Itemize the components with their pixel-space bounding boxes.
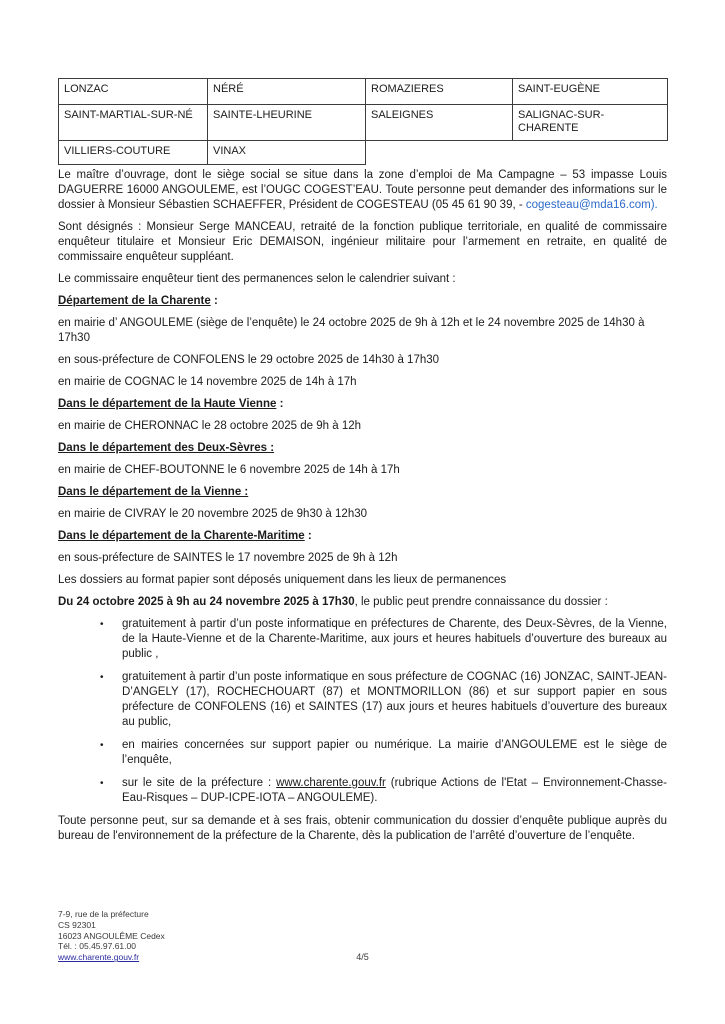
bullet-text: en mairies concernées sur support papier ou numérique. La mairie d’ANGOULEME est le siège de l’enquête,	[122, 739, 667, 766]
list-item	[58, 617, 667, 662]
access-paragraph	[58, 595, 667, 610]
permanence-line: en sous-préfecture de CONFOLENS le 29 octobre 2025 de 14h30 à 17h30	[58, 354, 440, 366]
commune-cell: SAINTE-LHEURINE	[208, 105, 366, 141]
permanence-line: en sous-préfecture de SAINTES le 17 novembre 2025 de 9h à 12h	[58, 552, 398, 564]
heading-suffix: :	[304, 530, 312, 542]
permanence-line: en mairie de COGNAC le 14 novembre 2025 de 14h à 17h	[58, 376, 357, 388]
section-heading-charente	[58, 294, 667, 309]
heading-text: Dans le département de la Haute Vienne	[58, 398, 277, 410]
footer-address-line: 16023 ANGOULÊME Cedex	[58, 930, 165, 941]
commune-cell: NÉRÉ	[208, 79, 366, 105]
document-content	[58, 78, 667, 851]
commune-cell: VINAX	[208, 141, 366, 165]
footer-address-line: CS 92301	[58, 919, 96, 930]
heading-text: Dans le département de la Charente-Maritime	[58, 530, 305, 542]
bullet-text: (rubrique Actions de l'Etat – Environnement-Chasse-Eau-Risques – DUP-ICPE-IOTA – ANGOULEME).	[122, 777, 667, 804]
bullet-icon: •	[100, 619, 104, 630]
section-heading-haute-vienne	[58, 397, 667, 412]
permanence-line: en mairie de CHEF-BOUTONNE le 6 novembre 2025 de 14h à 17h	[58, 464, 400, 476]
page-number: 4/5	[356, 952, 369, 962]
heading-suffix: :	[210, 295, 218, 307]
permanence-line: en mairie d’ ANGOULEME (siège de l’enquête) le 24 octobre 2025 de 9h à 12h et le 24 novembre 2025 de 14h30 à 17h30	[58, 317, 645, 344]
permanence-line: en mairie de CIVRAY le 20 novembre 2025 de 9h30 à 12h30	[58, 508, 368, 520]
commune-cell: SALEIGNES	[366, 105, 513, 141]
commune-cell: ROMAZIERES	[366, 79, 513, 105]
email-link[interactable]: cogesteau@mda16.com).	[525, 199, 658, 211]
table-row	[59, 141, 668, 165]
empty-cell	[513, 141, 668, 165]
table-row	[59, 105, 668, 141]
bullet-icon: •	[100, 778, 104, 789]
section-heading-vienne	[58, 485, 667, 500]
commune-cell: SALIGNAC-SUR-CHARENTE	[513, 105, 668, 141]
table-row	[59, 79, 668, 105]
calendar-intro-paragraph: Le commissaire enquêteur tient des permanences selon le calendrier suivant :	[58, 273, 456, 285]
access-dates: Du 24 octobre 2025 à 9h au 24 novembre 2025 à 17h30	[58, 596, 355, 608]
commune-cell: VILLIERS-COUTURE	[59, 141, 208, 165]
commune-cell: SAINT-EUGÈNE	[513, 79, 668, 105]
section-heading-deux-sevres	[58, 441, 667, 456]
communes-table	[58, 78, 668, 165]
heading-suffix: :	[276, 398, 284, 410]
bullet-text: gratuitement à partir d’un poste informatique en sous préfecture de COGNAC (16) JONZAC, SAINT-JEAN-D’ANGELY (17), ROCHECHOUART (87) et MONTMORILLON (86) et sur support papier en sous préfecture de CONFOLENS (16) et SAINTES (17) aux jours et heures habituels d’ouverture des bureaux au public,	[122, 671, 667, 728]
heading-text: Département de la Charente	[58, 295, 211, 307]
bullet-icon: •	[100, 672, 104, 683]
list-item	[58, 776, 667, 806]
intro-paragraph	[58, 168, 667, 213]
prefecture-site-link[interactable]: www.charente.gouv.fr	[276, 777, 386, 789]
list-item	[58, 670, 667, 730]
commune-cell: LONZAC	[59, 79, 208, 105]
footer-website-link[interactable]: www.charente.gouv.fr	[58, 952, 140, 963]
footer-address-line: 7-9, rue de la préfecture	[58, 909, 149, 919]
commune-cell: SAINT-MARTIAL-SUR-NÉ	[59, 105, 208, 141]
bullet-icon: •	[100, 740, 104, 751]
notice-paragraph: Les dossiers au format papier sont déposés uniquement dans les lieux de permanences	[58, 574, 507, 586]
access-rest: , le public peut prendre connaissance du dossier :	[354, 596, 608, 608]
empty-cell	[366, 141, 513, 165]
bullet-text: gratuitement à partir d’un poste informatique en préfectures de Charente, des Deux-Sèvres, de la Vienne, de la Haute-Vienne et de la Charente-Maritime, aux jours et heures habituels d’ouverture des bureaux au public ,	[122, 618, 667, 660]
section-heading-charente-maritime	[58, 529, 667, 544]
intro-text: Le maître d’ouvrage, dont le siège social se situe dans la zone d’emploi de Ma Campagne – 53 impasse Louis DAGUERRE 16000 ANGOULEME, est l’OUGC COGEST’EAU. Toute personne peut demander des informations sur le dossier à Monsieur Sébastien SCHAEFFER, Président de COGESTEAU (05 45 61 90 39, -	[58, 169, 667, 211]
designation-paragraph: Sont désignés : Monsieur Serge MANCEAU, retraité de la fonction publique territoriale, en qualité de commissaire enquêteur titulaire et Monsieur Eric DEMAISON, ingénieur militaire pour l’armement en retraite, en qualité de commissaire enquêteur suppléant.	[58, 221, 667, 263]
heading-text: Dans le département de la Vienne :	[58, 486, 249, 498]
list-item	[58, 738, 667, 768]
heading-text: Dans le département des Deux-Sèvres :	[58, 442, 275, 454]
closing-paragraph: Toute personne peut, sur sa demande et à ses frais, obtenir communication du dossier d’enquête publique auprès du bureau de l'environnement de la préfecture de la Charente, dès la publication de l’arrêté d’ouverture de l’enquête.	[58, 815, 667, 842]
footer-phone-line: Tél. : 05.45.97.61.00	[58, 941, 136, 952]
permanence-line: en mairie de CHERONNAC le 28 octobre 2025 de 9h à 12h	[58, 420, 362, 432]
bullet-text: sur le site de la préfecture :	[122, 777, 277, 789]
